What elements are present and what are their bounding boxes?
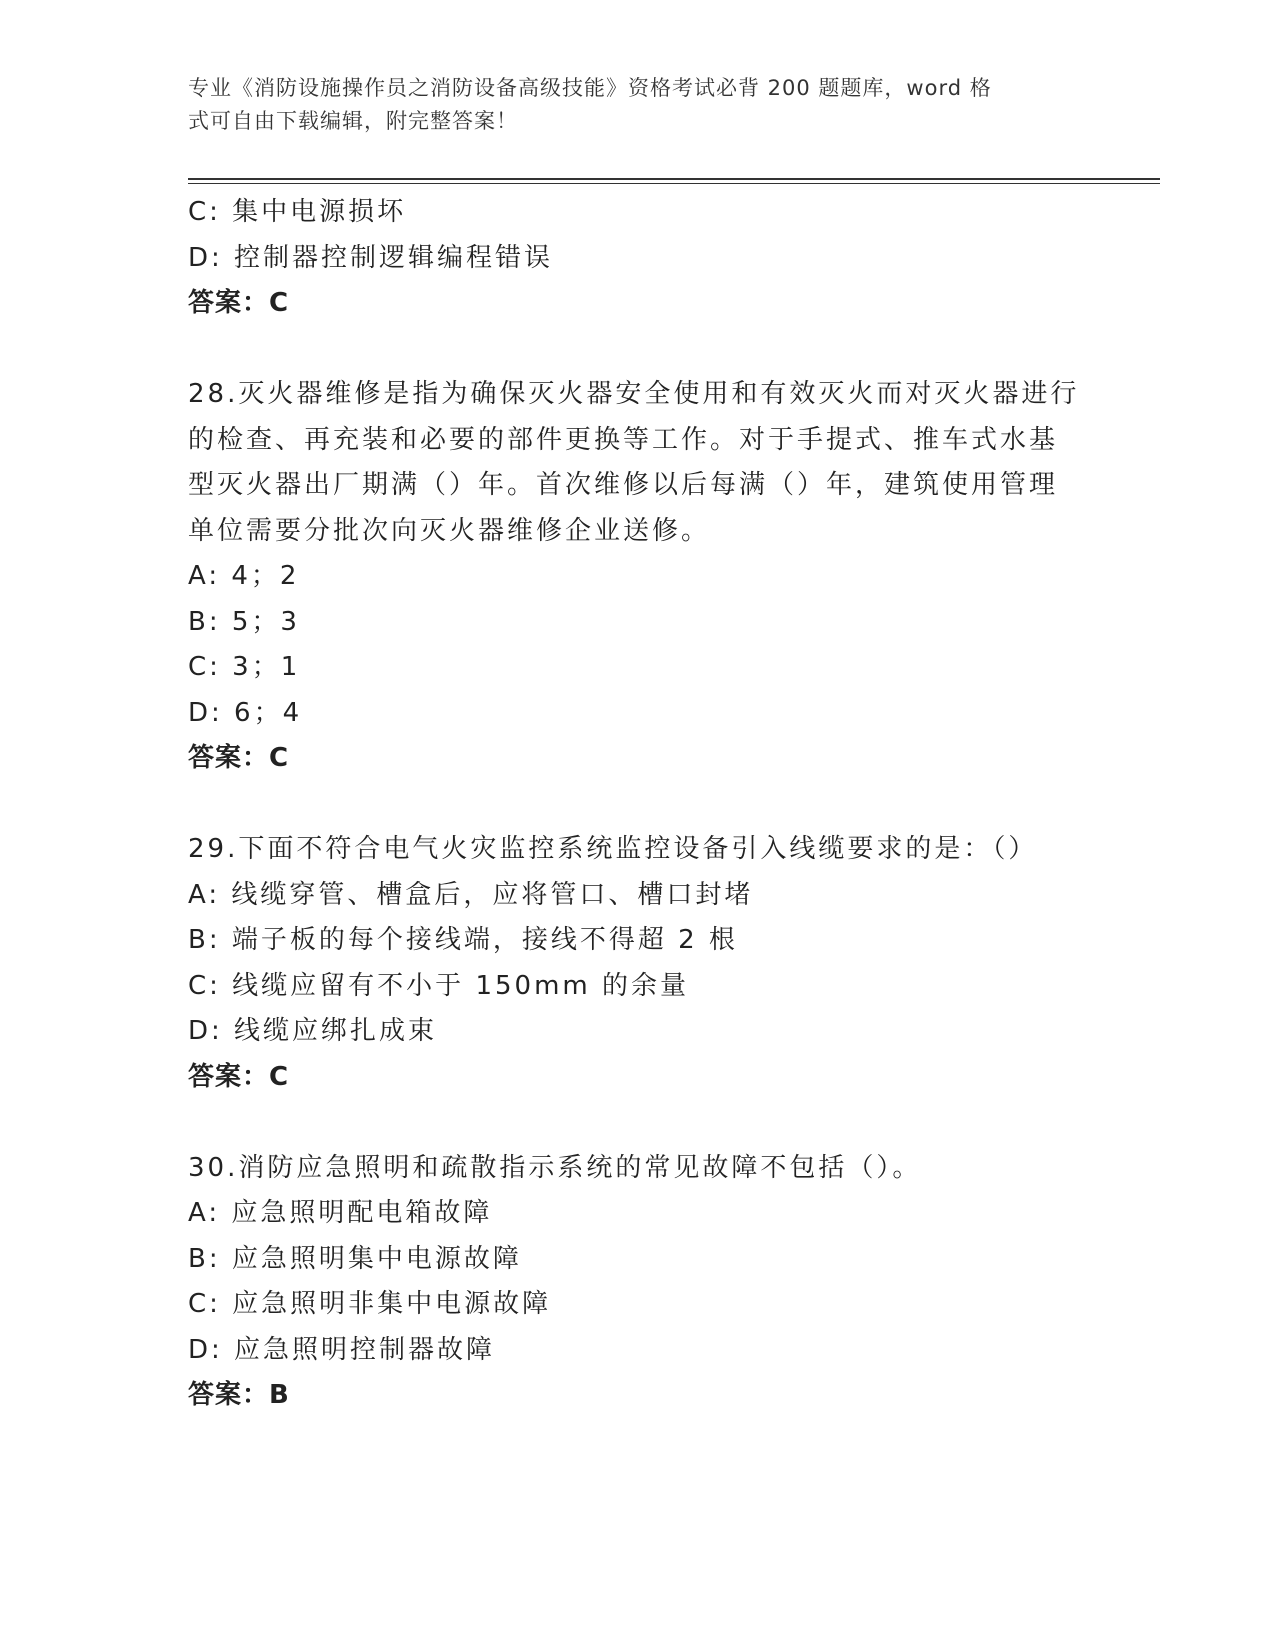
question-stem-line: 28.灭火器维修是指为确保灭火器安全使用和有效灭火而对灭火器进行 [188, 379, 1080, 409]
option-a: A: 4；2 [188, 561, 300, 591]
answer-label: 答案：C [188, 743, 290, 773]
option-b: B: 端子板的每个接线端，接线不得超 2 根 [188, 925, 738, 955]
question-29 [188, 827, 1088, 1100]
question-stem-line: 的检查、再充装和必要的部件更换等工作。对于手提式、推车式水基 [188, 424, 1059, 455]
option-c: C: 集中电源损坏 [188, 197, 407, 227]
header-line-2: 式可自由下载编辑，附完整答案！ [188, 109, 518, 133]
question-28 [188, 372, 1088, 782]
question-stem-line: 30.消防应急照明和疏散指示系统的常见故障不包括（）。 [188, 1152, 922, 1183]
answer-label: 答案：C [188, 288, 290, 318]
option-d: D: 控制器控制逻辑编程错误 [188, 242, 554, 273]
header-divider-thin [188, 183, 1160, 184]
answer-label: 答案：B [188, 1380, 290, 1410]
option-c: C: 线缆应留有不小于 150mm 的余量 [188, 970, 689, 1001]
question-content [188, 190, 1088, 1419]
option-b: B: 5；3 [188, 606, 300, 637]
option-d: D: 线缆应绑扎成束 [188, 1016, 438, 1046]
question-stem-line: 单位需要分批次向灭火器维修企业送修。 [188, 515, 711, 546]
option-a: A: 应急照明配电箱故障 [188, 1198, 493, 1228]
answer-label: 答案：C [188, 1061, 290, 1092]
option-d: D: 6；4 [188, 697, 303, 728]
option-c: C: 应急照明非集中电源故障 [188, 1289, 552, 1319]
option-a: A: 线缆穿管、槽盒后，应将管口、槽口封堵 [188, 879, 754, 910]
question-30 [188, 1146, 1088, 1419]
option-b: B: 应急照明集中电源故障 [188, 1243, 522, 1274]
question-stem-line: 型灭火器出厂期满（）年。首次维修以后每满（）年，建筑使用管理 [188, 470, 1059, 500]
header-line-1: 专业《消防设施操作员之消防设备高级技能》资格考试必背 200 题题库，word 格 [188, 76, 992, 100]
question-stem-line: 29.下面不符合电气火灾监控系统监控设备引入线缆要求的是：（） [188, 834, 1038, 864]
option-d: D: 应急照明控制器故障 [188, 1334, 496, 1365]
document-header [188, 72, 1068, 138]
option-c: C: 3；1 [188, 652, 301, 682]
header-divider [188, 178, 1160, 180]
